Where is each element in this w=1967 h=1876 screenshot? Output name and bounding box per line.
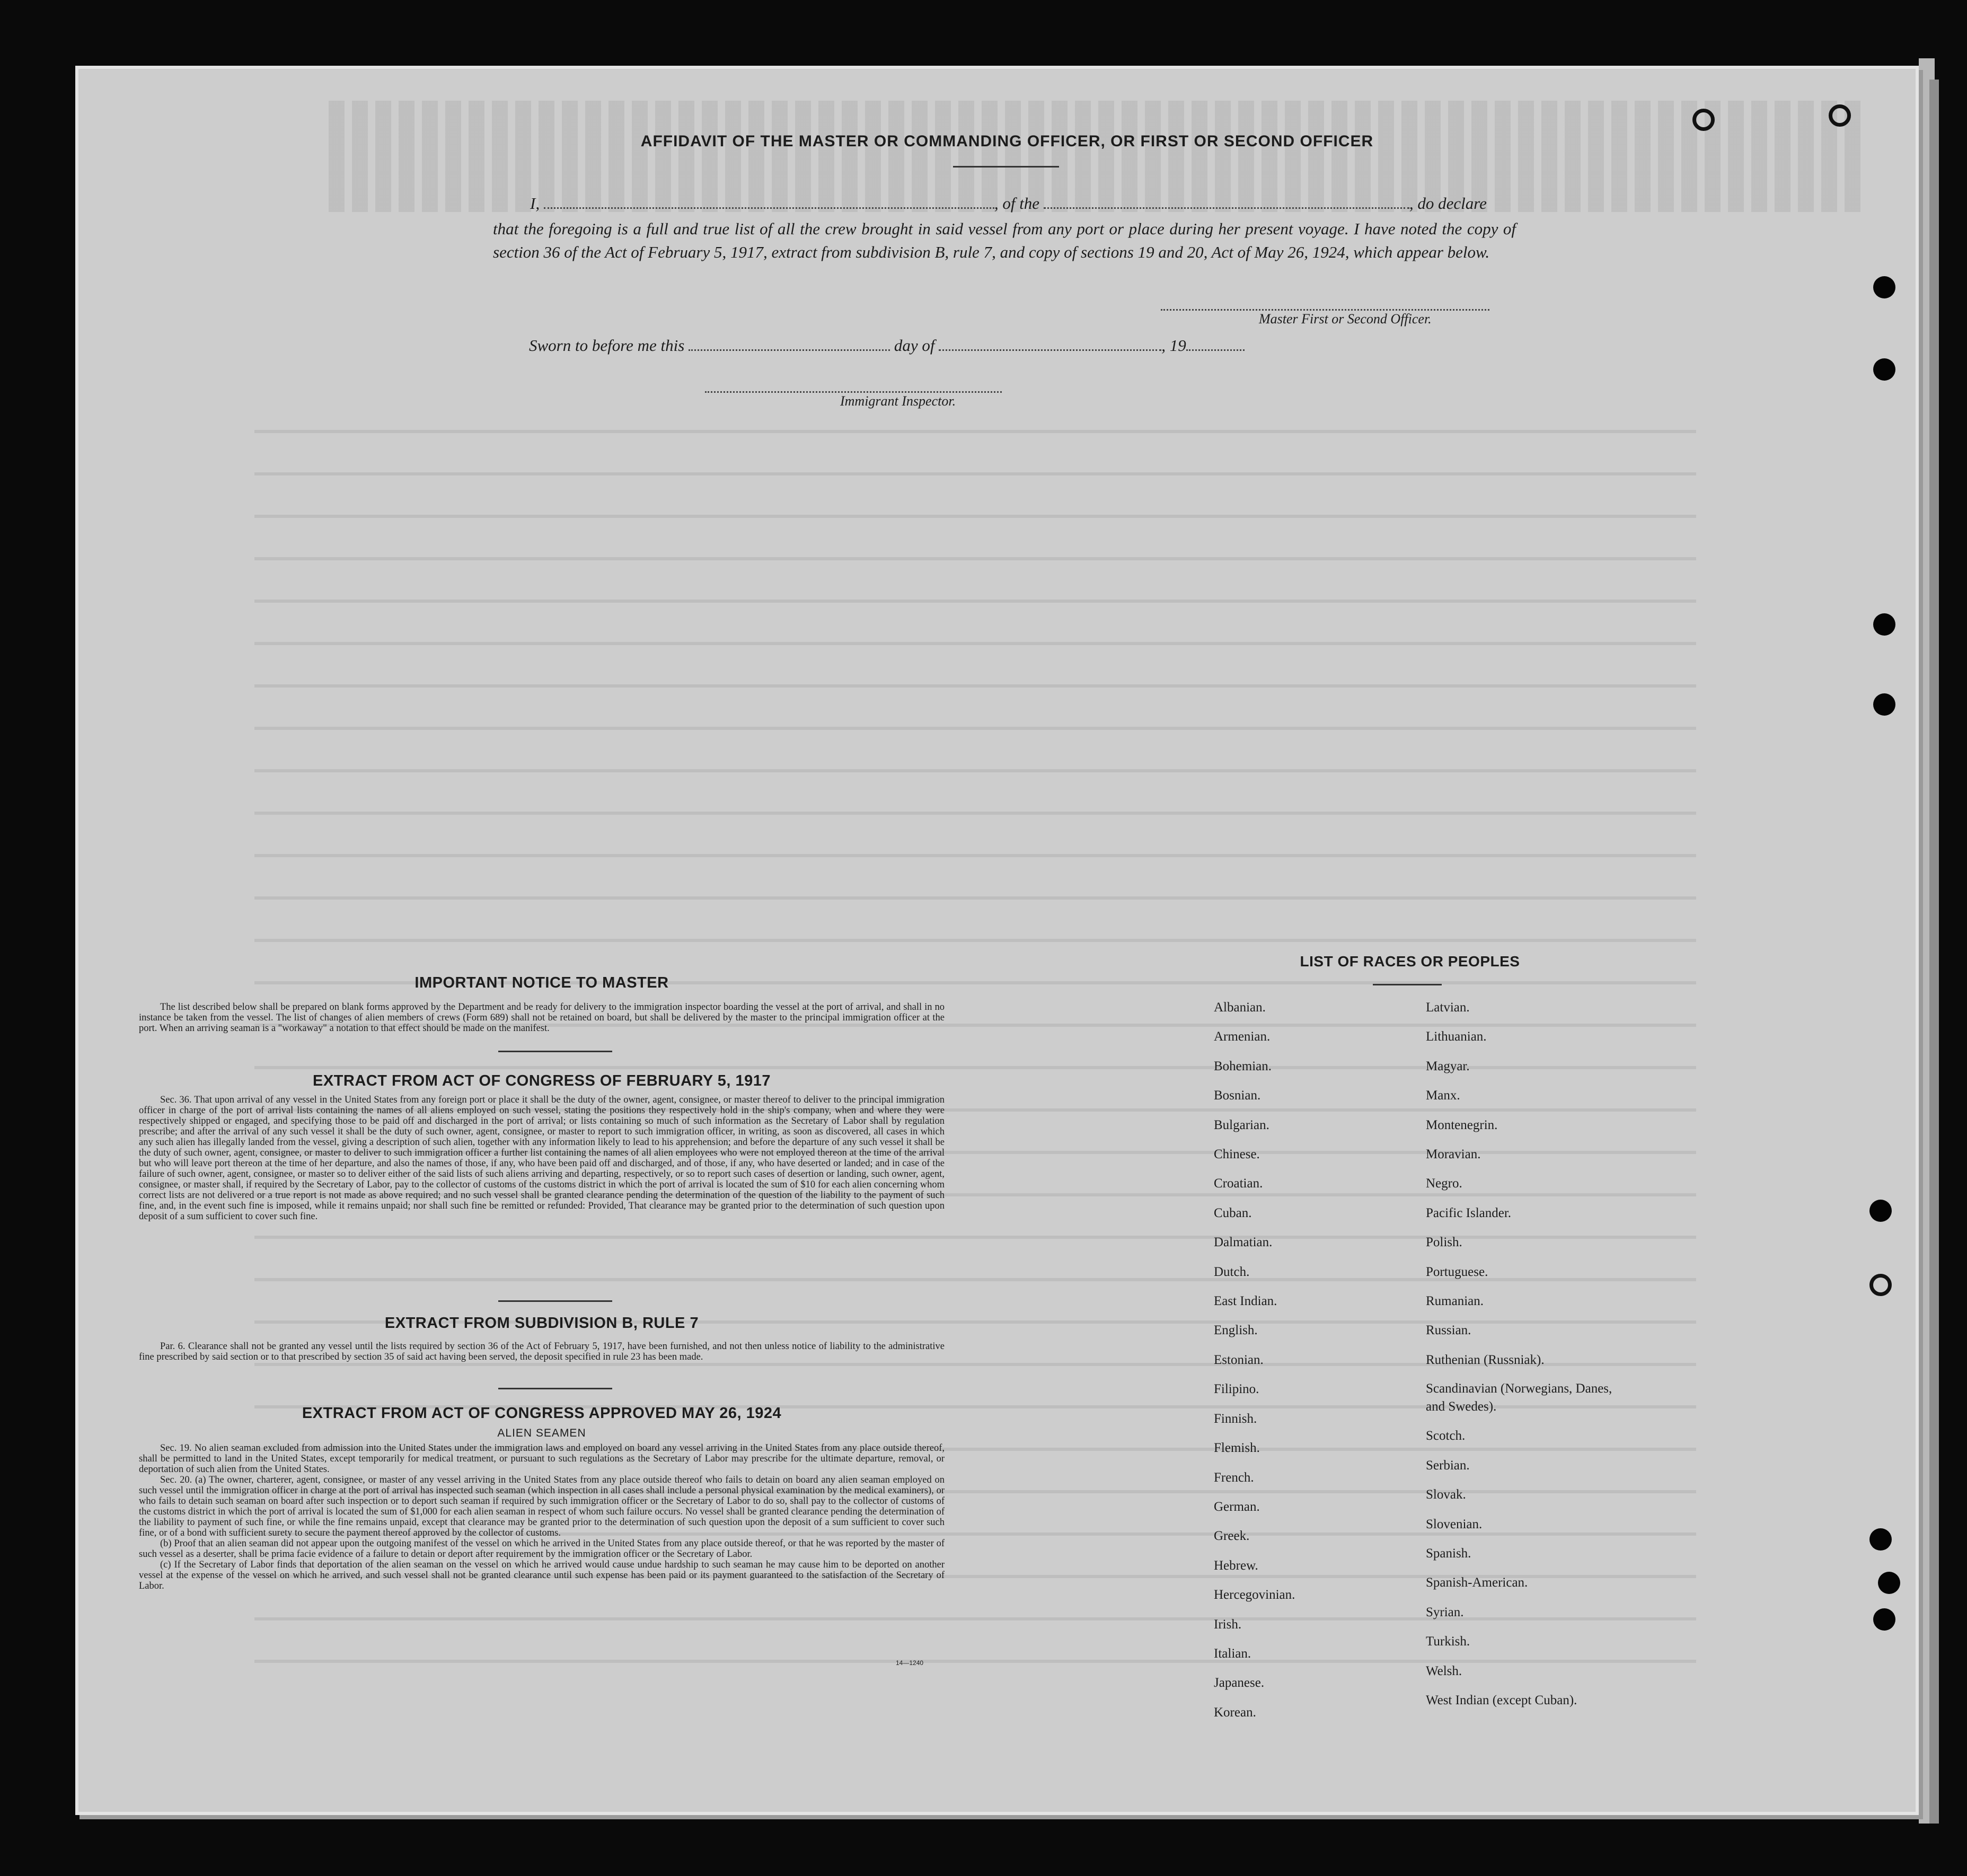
- subdivision-b-title: EXTRACT FROM SUBDIVISION B, RULE 7: [384, 1315, 699, 1332]
- sworn-prefix: Sworn to before me this: [529, 336, 685, 355]
- race-item: Ruthenian (Russniak).: [1426, 1352, 1545, 1367]
- punch-hole-1: [1873, 276, 1895, 298]
- sworn-year-blank[interactable]: [1186, 349, 1245, 351]
- name-blank[interactable]: [544, 207, 994, 209]
- race-item: Estonian.: [1214, 1352, 1264, 1367]
- alien-seamen-subtitle: ALIEN SEAMEN: [497, 1427, 586, 1439]
- race-item: Slovak.: [1426, 1487, 1466, 1502]
- race-item: Chinese.: [1214, 1147, 1260, 1162]
- race-item: English.: [1214, 1323, 1258, 1338]
- race-item: Syrian.: [1426, 1605, 1464, 1619]
- extract-1924-text: [139, 1443, 945, 1591]
- race-item: Moravian.: [1426, 1147, 1481, 1162]
- inspector-caption: Immigrant Inspector.: [840, 393, 956, 409]
- race-item: Hercegovinian.: [1214, 1588, 1295, 1602]
- race-item: Bosnian.: [1214, 1088, 1261, 1103]
- affidavit-of-label: , of the: [994, 194, 1040, 213]
- punch-hole-4: [1873, 693, 1895, 716]
- race-item: Manx.: [1426, 1088, 1460, 1103]
- extract-1924-title: EXTRACT FROM ACT OF CONGRESS APPROVED MAY 26, 1924: [302, 1405, 782, 1422]
- sworn-year-label: , 19: [1161, 336, 1186, 355]
- sec-20b-paragraph: (b) Proof that an alien seaman did not appear upon the outgoing manifest of the vessel on which he arrived in the United States from any place outside thereof, or that he was reported by the master of such vessel as a deserter, shall be prima facie evidence of a failure to detain or deport after requirement by the immigration officer or the Secretary of Labor.: [139, 1538, 945, 1560]
- race-item: Montenegrin.: [1426, 1117, 1498, 1132]
- race-item: Flemish.: [1214, 1441, 1260, 1456]
- sec-20c-paragraph: (c) If the Secretary of Labor finds that deportation of the alien seaman on the vessel on which he arrived would cause undue hardship to such seaman he may cause him to be deported on another vessel at the expense of the vessel on which he arrived, and such vessel shall not be granted clearance until such expense has been paid or its payment guaranteed to the satisfaction of the Secretary of Labor.: [139, 1560, 945, 1591]
- notice-title: IMPORTANT NOTICE TO MASTER: [414, 974, 669, 991]
- inspector-signature-line[interactable]: [705, 391, 1002, 393]
- race-item: Irish.: [1214, 1617, 1242, 1632]
- affidavit-body: that the foregoing is a full and true list of all the crew brought in said vessel from any port or place during her present voyage. I have noted the copy of section 36 of the Act of February 5, 1917, extract from subdivision B, rule 7, and copy of sections 19 and 20, Act of May 26, 1924, which appear below.: [493, 219, 1516, 261]
- race-item: Korean.: [1214, 1705, 1256, 1720]
- notice-paragraph: The list described below shall be prepared on blank forms approved by the Department and be ready for delivery to the immigration inspector boarding the vessel at the port of arrival, and shall in no instance be taken from the vessel. The list of changes of alien members of crews (Form 689) shall not be retained on board, but shall be delivered by the master to the principal immigration officer at the port. When an arriving seaman is a "workaway" a notation to that effect should be made on the manifest.: [139, 1002, 945, 1034]
- race-item: Pacific Islander.: [1426, 1205, 1512, 1220]
- race-item: Spanish.: [1426, 1546, 1471, 1561]
- punch-hole-2: [1873, 358, 1895, 381]
- par-6-paragraph: Par. 6. Clearance shall not be granted any vessel until the lists required by section 36 of the Act of February 5, 1917, have been furnished, and not then unless notice of liability to the administrative fine prescribed by said section or to that prescribed by section 35 of said act having been served, the deposit specified in rule 23 has been made.: [139, 1341, 945, 1362]
- race-item: Dalmatian.: [1214, 1235, 1273, 1250]
- affidavit-i-label: I,: [530, 194, 540, 213]
- race-item: Armenian.: [1214, 1029, 1271, 1044]
- affidavit-title-rule: [953, 166, 1059, 168]
- race-item: Turkish.: [1426, 1634, 1470, 1649]
- race-item: Negro.: [1426, 1176, 1462, 1191]
- race-item: Latvian.: [1426, 1000, 1470, 1015]
- race-item: Portuguese.: [1426, 1264, 1488, 1279]
- race-item: Italian.: [1214, 1646, 1251, 1661]
- sec-36-paragraph: Sec. 36. That upon arrival of any vessel in the United States from any foreign port or place it shall be the duty of the owner, agent, consignee, or master thereof to deliver to the principal immigration officer in charge of the port of arrival lists containing the names of all aliens employed on such vessel, stating the positions they respectively hold in the ship's company, when and where they were respectively shipped or engaged, and specifying those to be paid off and discharged in the port of arrival; or lists containing so much of such information as the Secretary of Labor shall by regulation prescribe; and after the arrival of any such vessel it shall be the duty of such owner, agent, consignee, or master to report to such immigration officer, in writing, as soon as discovered, all cases in which any such alien has illegally landed from the vessel, giving a description of such alien, together with any information likely to lead to his apprehension; and before the departure of any such vessel it shall be the duty of such owner, agent, consignee, or master to deliver to such immigration officer a further list containing the names of all alien employees who were not employed thereon at the time of the arrival but who will leave port thereon at the time of her departure, and also the names of those, if any, who have been paid off and discharged, and of those, if any, who have deserted or landed; and in case of the failure of such owner, agent, consignee, or master so to deliver either of the said lists of such aliens arriving and departing, respectively, or so to report such cases of desertion or landing, such owner, agent, consignee, or master shall, if required by the Secretary of Labor, pay to the collector of customs of the customs district in which the port of arrival is located the sum of $10 for each alien concerning whom correct lists are not delivered or a true report is not made as above required; and no such vessel shall be granted clearance pending the determination of the question of the liability to the payment of such fine, and, in the event such fine is imposed, while it remains unpaid; nor shall such fine be remitted or refunded: Provided, That clearance may be granted prior to the determination of such question upon deposit of a sum sufficient to cover such fine.: [139, 1095, 945, 1222]
- race-item: Welsh.: [1426, 1663, 1462, 1678]
- races-column-2: [1426, 993, 1627, 1715]
- race-item: Rumanian.: [1426, 1294, 1484, 1309]
- master-signature-caption: Master First or Second Officer.: [1259, 311, 1432, 327]
- race-item: Scandinavian (Norwegians, Danes, and Swedes).: [1426, 1381, 1612, 1414]
- race-item: Bohemian.: [1214, 1059, 1272, 1073]
- form-number: 14—1240: [896, 1659, 924, 1667]
- race-item: German.: [1214, 1499, 1260, 1514]
- punch-hole-8: [1869, 1528, 1892, 1551]
- sworn-day-label: day of: [894, 336, 935, 355]
- race-item: Russian.: [1426, 1323, 1471, 1338]
- sec-20a-paragraph: Sec. 20. (a) The owner, charterer, agent, consignee, or master of any vessel arriving in the United States from any place outside thereof who fails to detain on board any alien seaman employed on such vessel until the immigration officer in charge at the port of arrival has inspected such seaman (which inspection in all cases shall include a personal physical examination by the medical examiners), or who fails to detain such seaman on board after such inspection or to deport such seaman if required by such immigration officer or the Secretary of Labor to do so, shall pay to the collector of customs of the customs district in which the port of arrival is located the sum of $1,000 for each alien seaman in respect of whom such failure occurs. No vessel shall be granted clearance pending the determination of the liability to payment of such fine, or while the fine remains unpaid, except that clearance may be granted prior to the determination of such question upon the deposit of a sum sufficient to cover such fine, or of a bond with sufficient surety to secure the payment thereof approved by the collector of customs.: [139, 1475, 945, 1538]
- punch-hole-5: [1878, 1572, 1900, 1594]
- punch-hole-11: [1869, 1200, 1892, 1222]
- race-item: Hebrew.: [1214, 1558, 1258, 1573]
- race-item: Albanian.: [1214, 1000, 1266, 1015]
- race-item: Spanish-American.: [1426, 1575, 1528, 1590]
- sworn-date-blank[interactable]: [689, 349, 890, 351]
- race-item: Magyar.: [1426, 1059, 1470, 1073]
- race-item: Japanese.: [1214, 1676, 1265, 1690]
- race-item: Serbian.: [1426, 1458, 1470, 1473]
- race-item: Lithuanian.: [1426, 1029, 1487, 1044]
- races-column-1: [1214, 993, 1295, 1727]
- race-item: West Indian (except Cuban).: [1426, 1693, 1577, 1707]
- page-edge-shadow: [1929, 80, 1939, 1824]
- affidavit-title: AFFIDAVIT OF THE MASTER OR COMMANDING OFFICER, OR FIRST OR SECOND OFFICER: [640, 133, 1374, 150]
- races-title-rule: [1373, 984, 1442, 985]
- subdivision-b-rule: [498, 1388, 612, 1389]
- race-item: Scotch.: [1426, 1429, 1466, 1443]
- sworn-month-blank[interactable]: [939, 349, 1161, 351]
- race-item: East Indian.: [1214, 1294, 1277, 1309]
- race-item: Cuban.: [1214, 1205, 1252, 1220]
- affidavit-declaration-line: [530, 194, 1516, 213]
- extract-1917-text: [139, 1095, 945, 1222]
- extract-1917-rule: [498, 1300, 612, 1302]
- sec-19-paragraph: Sec. 19. No alien seaman excluded from admission into the United States under the immigration laws and employed on board any vessel arriving in the United States from any place outside thereof, shall be permitted to land in the United States, except temporarily for medical treatment, or pursuant to such regulations as the Secretary of Labor may prescribe for the ultimate departure, removal, or deportation of such alien from the United States.: [139, 1443, 945, 1475]
- sworn-line: [529, 336, 1245, 355]
- notice-rule: [498, 1051, 612, 1052]
- race-item: Filipino.: [1214, 1382, 1259, 1397]
- punch-hole-top-1: [1692, 109, 1715, 131]
- race-item: Slovenian.: [1426, 1517, 1483, 1531]
- punch-hole-3: [1873, 613, 1895, 636]
- race-item: French.: [1214, 1470, 1254, 1485]
- race-item: Croatian.: [1214, 1176, 1263, 1191]
- master-signature-line[interactable]: [1161, 309, 1489, 311]
- extract-1917-title: EXTRACT FROM ACT OF CONGRESS OF FEBRUARY 5, 1917: [312, 1072, 771, 1089]
- races-title: LIST OF RACES OR PEOPLES: [1300, 953, 1520, 970]
- race-item: Polish.: [1426, 1235, 1462, 1250]
- notice-text: [139, 1002, 945, 1034]
- race-item: Bulgarian.: [1214, 1117, 1269, 1132]
- punch-hole-12: [1869, 1274, 1892, 1296]
- race-item: Finnish.: [1214, 1411, 1257, 1426]
- race-item: Greek.: [1214, 1529, 1250, 1544]
- race-item: Dutch.: [1214, 1264, 1250, 1279]
- vessel-blank[interactable]: [1044, 207, 1409, 209]
- punch-hole-top-2: [1829, 104, 1851, 127]
- affidavit-declare-label: , do declare: [1409, 194, 1487, 213]
- subdivision-b-text: [139, 1341, 945, 1362]
- punch-hole-6: [1873, 1608, 1895, 1631]
